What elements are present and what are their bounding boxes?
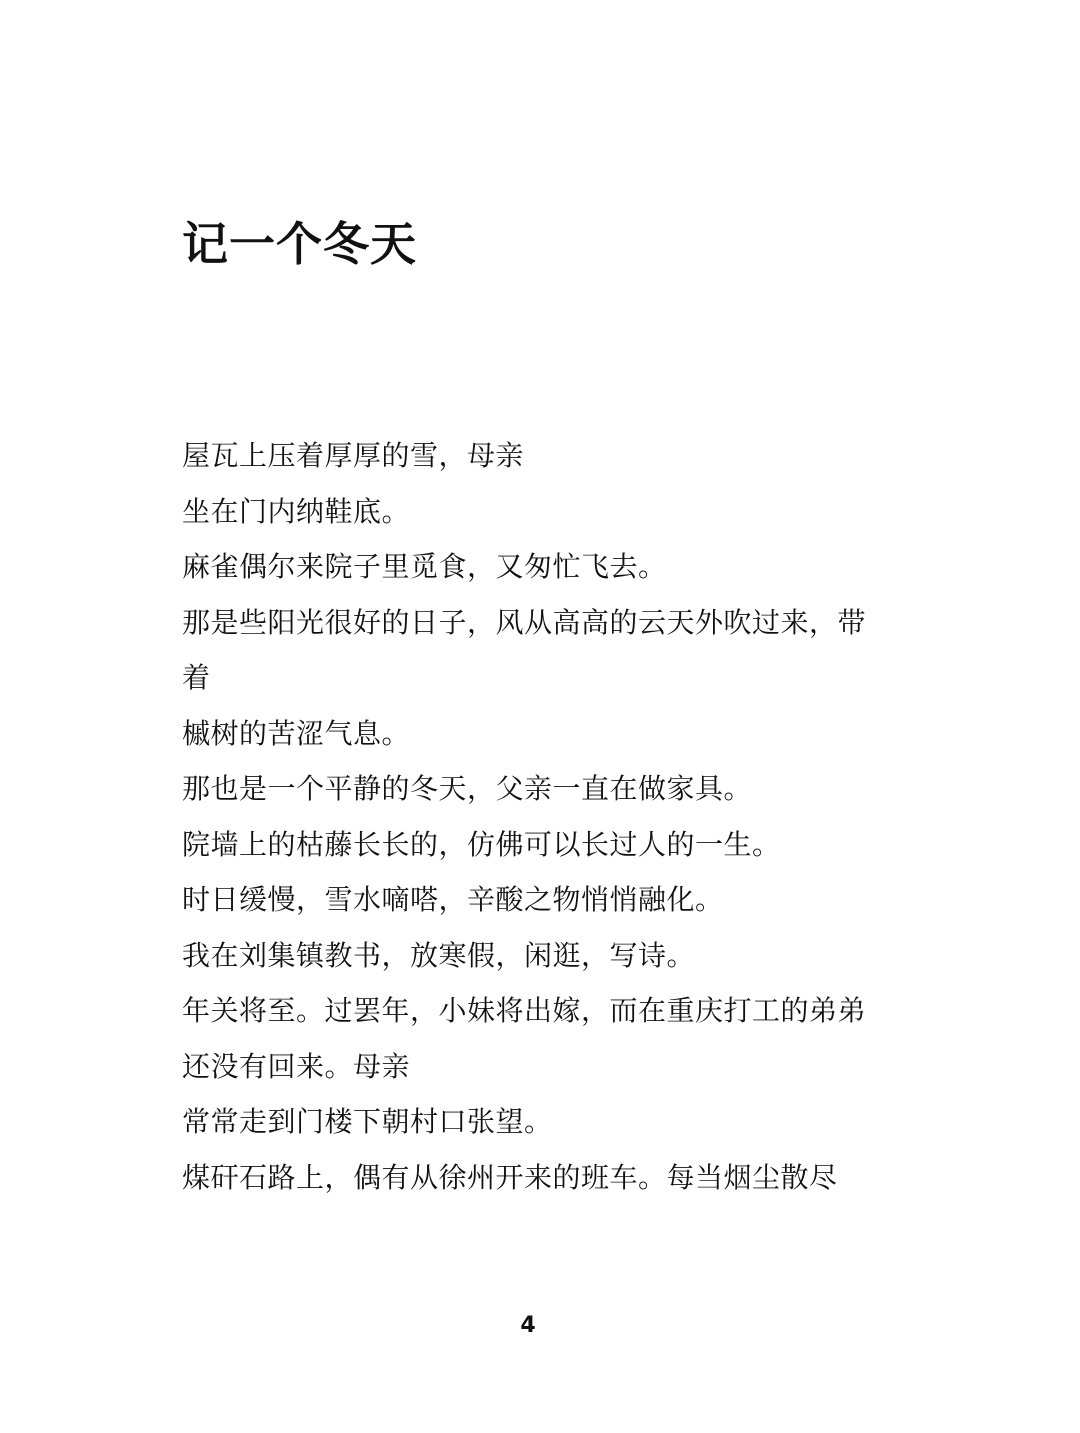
poem-line: 槭树的苦涩气息。	[182, 716, 411, 750]
poem-line: 院墙上的枯藤长长的，仿佛可以长过人的一生。	[182, 827, 781, 861]
poem-line: 常常走到门楼下朝村口张望。	[182, 1105, 553, 1138]
poem-line: 年关将至。过罢年，小妹将出嫁，而在重庆打工的弟弟	[182, 994, 867, 1027]
poem-line: 那也是一个平静的冬天，父亲一直在做家具。	[182, 772, 753, 805]
poem-line: 那是些阳光很好的日子，风从高高的云天外吹过来，带	[182, 605, 867, 639]
page-number: 4	[520, 1313, 536, 1338]
poem-line: 我在刘集镇教书，放寒假，闲逛，写诗。	[182, 938, 696, 972]
poem-line: 着	[182, 661, 211, 694]
poem-body	[182, 428, 912, 1205]
poem-line: 还没有回来。母亲	[182, 1049, 411, 1083]
poem-title: 记一个冬天	[182, 217, 417, 271]
poem-line: 时日缓慢，雪水嘀嗒，辛酸之物悄悄融化。	[182, 883, 724, 916]
poem-line: 煤矸石路上，偶有从徐州开来的班车。每当烟尘散尽	[182, 1160, 838, 1194]
poem-line: 坐在门内纳鞋底。	[182, 494, 411, 528]
poem-line: 屋瓦上压着厚厚的雪，母亲	[182, 439, 525, 472]
poem-line: 麻雀偶尔来院子里觅食，又匆忙飞去。	[182, 550, 667, 583]
